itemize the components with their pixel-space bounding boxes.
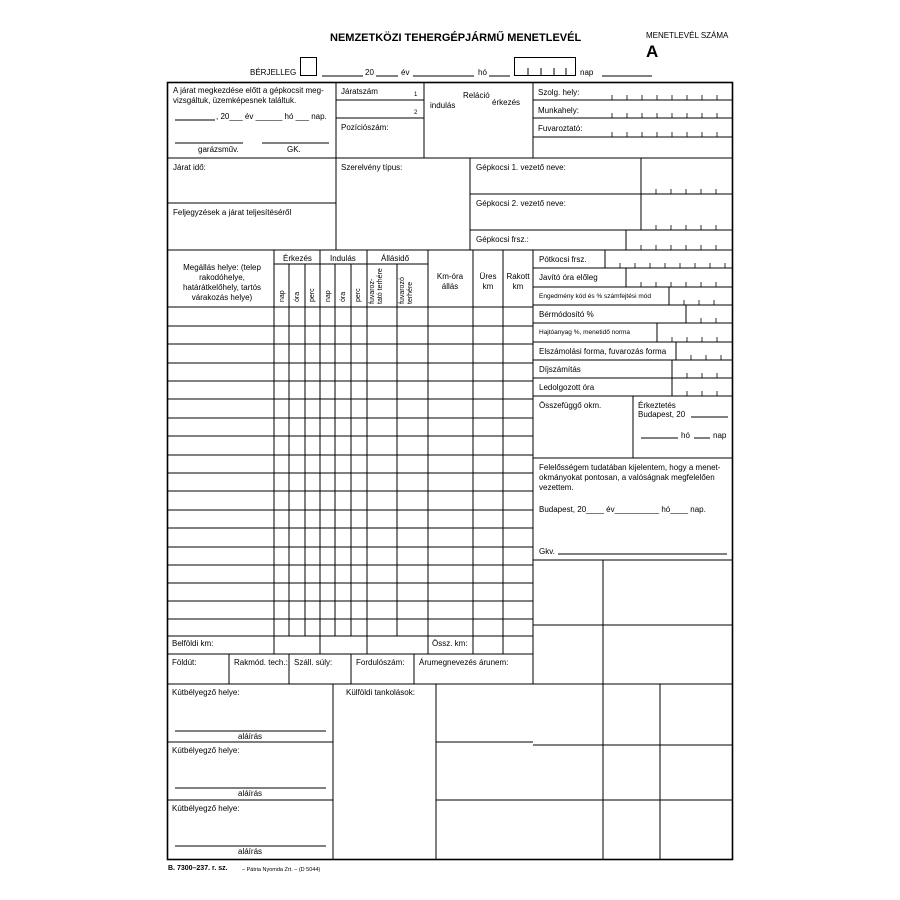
declaration-text: Felelősségem tudatában kijelentem, hogy a menet-okmányokat pontosan, a valóságnak megfelelően vezettem. [539,463,721,492]
vehicle-type-label: Szerelvény típus: [341,163,403,172]
worked-hours-label: Ledolgozott óra [539,383,595,392]
form-title: NEMZETKÖZI TEHERGÉPJÁRMŰ MENETLEVÉL [330,32,582,44]
related-docs-label: Összefüggő okm. [539,401,602,410]
departure-header: Indulás [330,254,356,263]
fuel-stamp-label-2: Kútbélyegző helye: [172,746,240,755]
signature-label-1: aláírás [238,732,263,741]
loading-tech-label: Rakmód. tech.: [234,658,288,667]
fee-calc-label: Díjszámítás [539,365,581,374]
arrival-hour-header: óra [294,291,301,302]
registration-day: nap [713,431,727,440]
idle-carrier-header: fuvarozó terhére [399,277,414,304]
notes-label: Feljegyzések a járat teljesítéséről [173,208,292,217]
arrival-day-header: nap [279,290,286,302]
fuel-stamp-label-3: Kútbélyegző helye: [172,804,240,813]
repair-advance-label: Javító óra előleg [539,273,598,282]
route-slot-1: 1 [414,92,418,98]
day-label: nap [580,68,594,77]
turn-count-label: Fordulószám: [356,658,405,667]
declaration-date: Budapest, 20____ év__________ hó____ nap. [539,505,706,514]
departure-day-header: nap [325,290,332,302]
domestic-km-label: Belföldi km: [172,639,214,648]
driver-2-label: Gépkocsi 2. vezető neve: [476,199,566,208]
registration-month: hó [681,431,690,440]
registration-city: Budapest, 20 [638,410,686,419]
day-number-box[interactable] [514,57,576,76]
idle-time-header: Állásidő [381,254,410,263]
arrival-minute-header: perc [309,288,316,302]
relation-label: Reláció [463,91,490,100]
fuel-norm-label: Hajtóanyag %, menetidő norma [539,329,631,336]
driver-1-label: Gépkocsi 1. vezető neve: [476,163,566,172]
goods-name-label: Árumegnevezés árunem: [419,658,509,667]
loaded-km-header: Rakott km [506,272,530,291]
berjelleg-checkbox[interactable] [300,57,317,76]
route-number-label: Járatszám [341,87,378,96]
departure-minute-header: perc [355,288,362,302]
inspection-statement: A járat megkezdése előtt a gépkocsit meg-vizsgáltuk, üzemképesnek találtuk. [173,86,324,105]
trip-time-label: Járat idő: [173,163,206,172]
carrier-label: Fuvaroztató: [538,124,583,133]
arrival-label: érkezés [492,98,521,107]
driver-signature-label: Gkv. [539,547,555,556]
berjelleg-label: BÉRJELLEG [250,68,297,77]
gk-label: GK. [287,145,301,154]
printer-info: – Pátria Nyomda Zrt. – (D 5044) [242,867,321,873]
cargo-weight-label: Száll. súly: [294,658,333,667]
stop-place-header: Megállás helye: (telep rakodóhelye, határátkelőhely, tartós várakozás helye) [182,263,262,302]
total-km-label: Össz. km: [432,639,468,648]
arrival-header: Érkezés [283,254,312,263]
empty-km-header: Üres km [479,272,497,291]
idle-consignor-header: fuvaroz-tató terhére [369,268,384,304]
series-letter: A [646,42,659,61]
billing-form-label: Elszámolási forma, fuvarozás forma [539,347,667,356]
workplace-label: Munkahely: [538,106,579,115]
year-label: év [401,68,410,77]
odometer-header: Km-óra állás [436,272,464,291]
trailer-plate-label: Pótkocsi frsz. [539,255,587,264]
form-code: B. 7300–237. r. sz. [168,865,228,872]
service-place-label: Szolg. hely: [538,88,580,97]
position-number-label: Pozíciószám: [341,123,389,132]
discount-code-label: Engedmény kód és % számfejtési mód [539,293,651,300]
departure-hour-header: óra [340,291,347,302]
inspection-date-line: , 20___ év ______ hó ___ nap. [216,112,327,121]
month-label: hó [478,68,487,77]
registration-label: Érkeztetés [638,401,676,410]
garage-label: garázsműv. [198,145,239,154]
signature-label-2: aláírás [238,789,263,798]
departure-label: indulás [430,101,456,110]
waybill-number-label: MENETLEVÉL SZÁMA [646,31,729,40]
foreign-fueling-label: Külföldi tankolások: [346,688,415,697]
signature-label-3: aláírás [238,847,263,856]
dirt-road-label: Földút: [172,658,197,667]
year-prefix: 20 [365,68,374,77]
fuel-stamp-label-1: Kútbélyegző helye: [172,688,240,697]
plate-label: Gépkocsi frsz.: [476,235,529,244]
wage-modifier-label: Bérmódosító % [539,310,594,319]
route-slot-2: 2 [414,110,418,116]
